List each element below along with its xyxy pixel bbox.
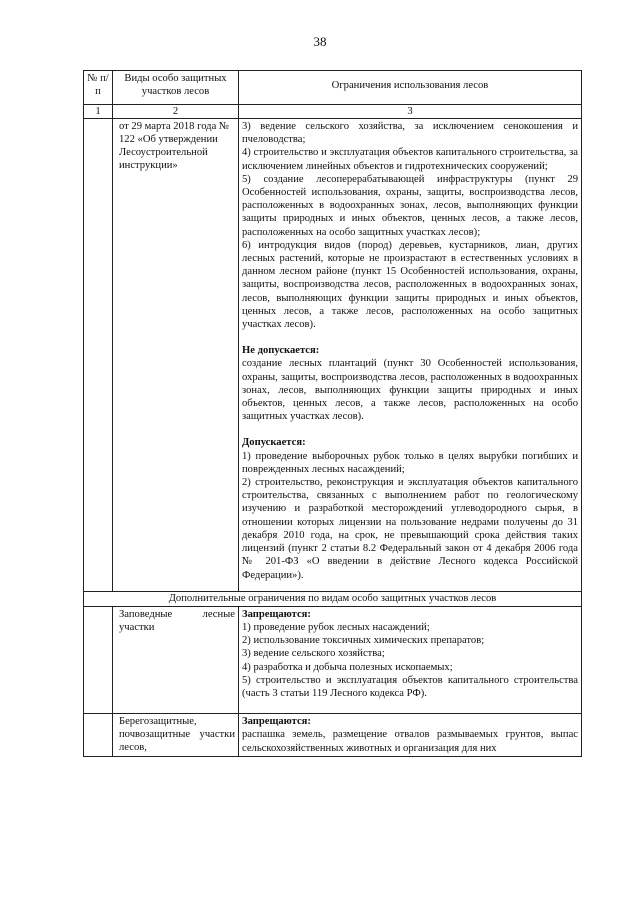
list-item: 2) строительство, реконструкция и эксплуатация объектов капитального строительства, связанных с выполнением работ по геологическому изучению и разработкой месторождений углеводородного сырья, в отношении которых лицензии на пользование недрами получены до 31 декабря 2010 года, на срок, не превышающий срока действия таких лицензий (пункт 2 статьи 8.2 Федеральный закон от 4 декабря 2006 года № 201-ФЗ «О введении в действие Лесного кодекса Российской Федерации»). xyxy=(242,477,578,581)
table-row xyxy=(84,714,582,757)
not-allowed-text: создание лесных плантаций (пункт 30 Особенностей использования, охраны, защиты, воспроизводства лесов, расположенных в водоохранных зонах, лесов, выполняющих функции защиты природных и иных объектов, ценных лесов, а также лесов, расположенных на особо защитных участках лесов). xyxy=(242,358,578,423)
row-number-cell xyxy=(84,606,113,713)
col-number-2: 2 xyxy=(113,105,239,119)
list-item: 1) проведение рубок лесных насаждений; xyxy=(242,621,430,633)
table-row xyxy=(84,606,582,713)
col-number-3: 3 xyxy=(239,105,582,119)
list-item: 4) разработка и добыча полезных ископаемых; xyxy=(242,661,453,673)
prohibited-heading: Запрещаются: xyxy=(242,608,311,620)
row-number-cell xyxy=(84,119,113,592)
header-col-kind: Виды особо защитных участков лесов xyxy=(113,71,239,105)
list-item: 3) ведение сельского хозяйства; xyxy=(242,648,385,660)
row-kind-text: Берегозащитные, почвозащитные участки лесов, xyxy=(119,716,235,754)
table-header-row xyxy=(84,71,582,105)
page-number: 38 xyxy=(313,34,327,49)
list-item: 6) интродукция видов (пород) деревьев, кустарников, лиан, других лесных растений, которые не произрастают в естественных условиях в данном лесном районе (пункт 15 Особенностей использования, охраны, защиты, воспроизводства лесов, расположенных в водоохранных зонах, лесов, выполняющих функции защиты природных и иных объектов, ценных лесов, а также лесов, расположенных на особо защитных участках лесов). xyxy=(242,239,578,331)
header-col-restrictions: Ограничения использования лесов xyxy=(239,71,582,105)
row-number-cell xyxy=(84,714,113,757)
col-number-1: 1 xyxy=(84,105,113,119)
header-col-number: № п/п xyxy=(84,71,113,105)
row-kind-cell xyxy=(113,714,239,757)
allowed-heading: Допускается: xyxy=(242,437,306,449)
row-kind-cell xyxy=(113,606,239,713)
list-item: 3) ведение сельского хозяйства, за исключением сенокошения и пчеловодства; xyxy=(242,121,578,146)
section-title-row xyxy=(84,591,582,606)
row-kind-text: от 29 марта 2018 года № 122 «Об утверждении Лесоустроительной инструкции» xyxy=(119,121,230,171)
column-number-row xyxy=(84,105,582,119)
restrictions-table xyxy=(83,70,582,757)
table-row xyxy=(84,119,582,592)
row-kind-text: Заповедные лесные участки xyxy=(119,608,235,633)
list-item: 5) строительство и эксплуатация объектов капитального строительства (часть 3 статьи 119 Лесного кодекса РФ). xyxy=(242,674,578,699)
prohibited-heading: Запрещаются: xyxy=(242,716,311,728)
list-item: 1) проведение выборочных рубок только в целях вырубки погибших и поврежденных лесных насаждений; xyxy=(242,450,578,475)
section-title: Дополнительные ограничения по видам особо защитных участков лесов xyxy=(84,591,582,606)
row-restrictions-cell xyxy=(239,606,582,713)
row-kind-cell xyxy=(113,119,239,592)
not-allowed-heading: Не допускается: xyxy=(242,345,320,357)
list-item: 2) использование токсичных химических препаратов; xyxy=(242,635,485,647)
list-item: 4) строительство и эксплуатация объектов капитального строительства, за исключением линейных объектов и гидротехнических сооружений; xyxy=(242,147,578,172)
list-item: 5) создание лесоперерабатывающей инфраструктуры (пункт 29 Особенностей использования, охраны, защиты, воспроизводства лесов, расположенных в водоохранных зонах, лесов, выполняющих функции защиты природных и иных объектов, ценных лесов, а также лесов, расположенных на особо защитных участках лесов); xyxy=(242,173,578,238)
row-restrictions-cell xyxy=(239,714,582,757)
prohibited-text: распашка земель, размещение отвалов размываемых грунтов, выпас сельскохозяйственных животных и организация для них xyxy=(242,729,578,754)
row-restrictions-cell xyxy=(239,119,582,592)
